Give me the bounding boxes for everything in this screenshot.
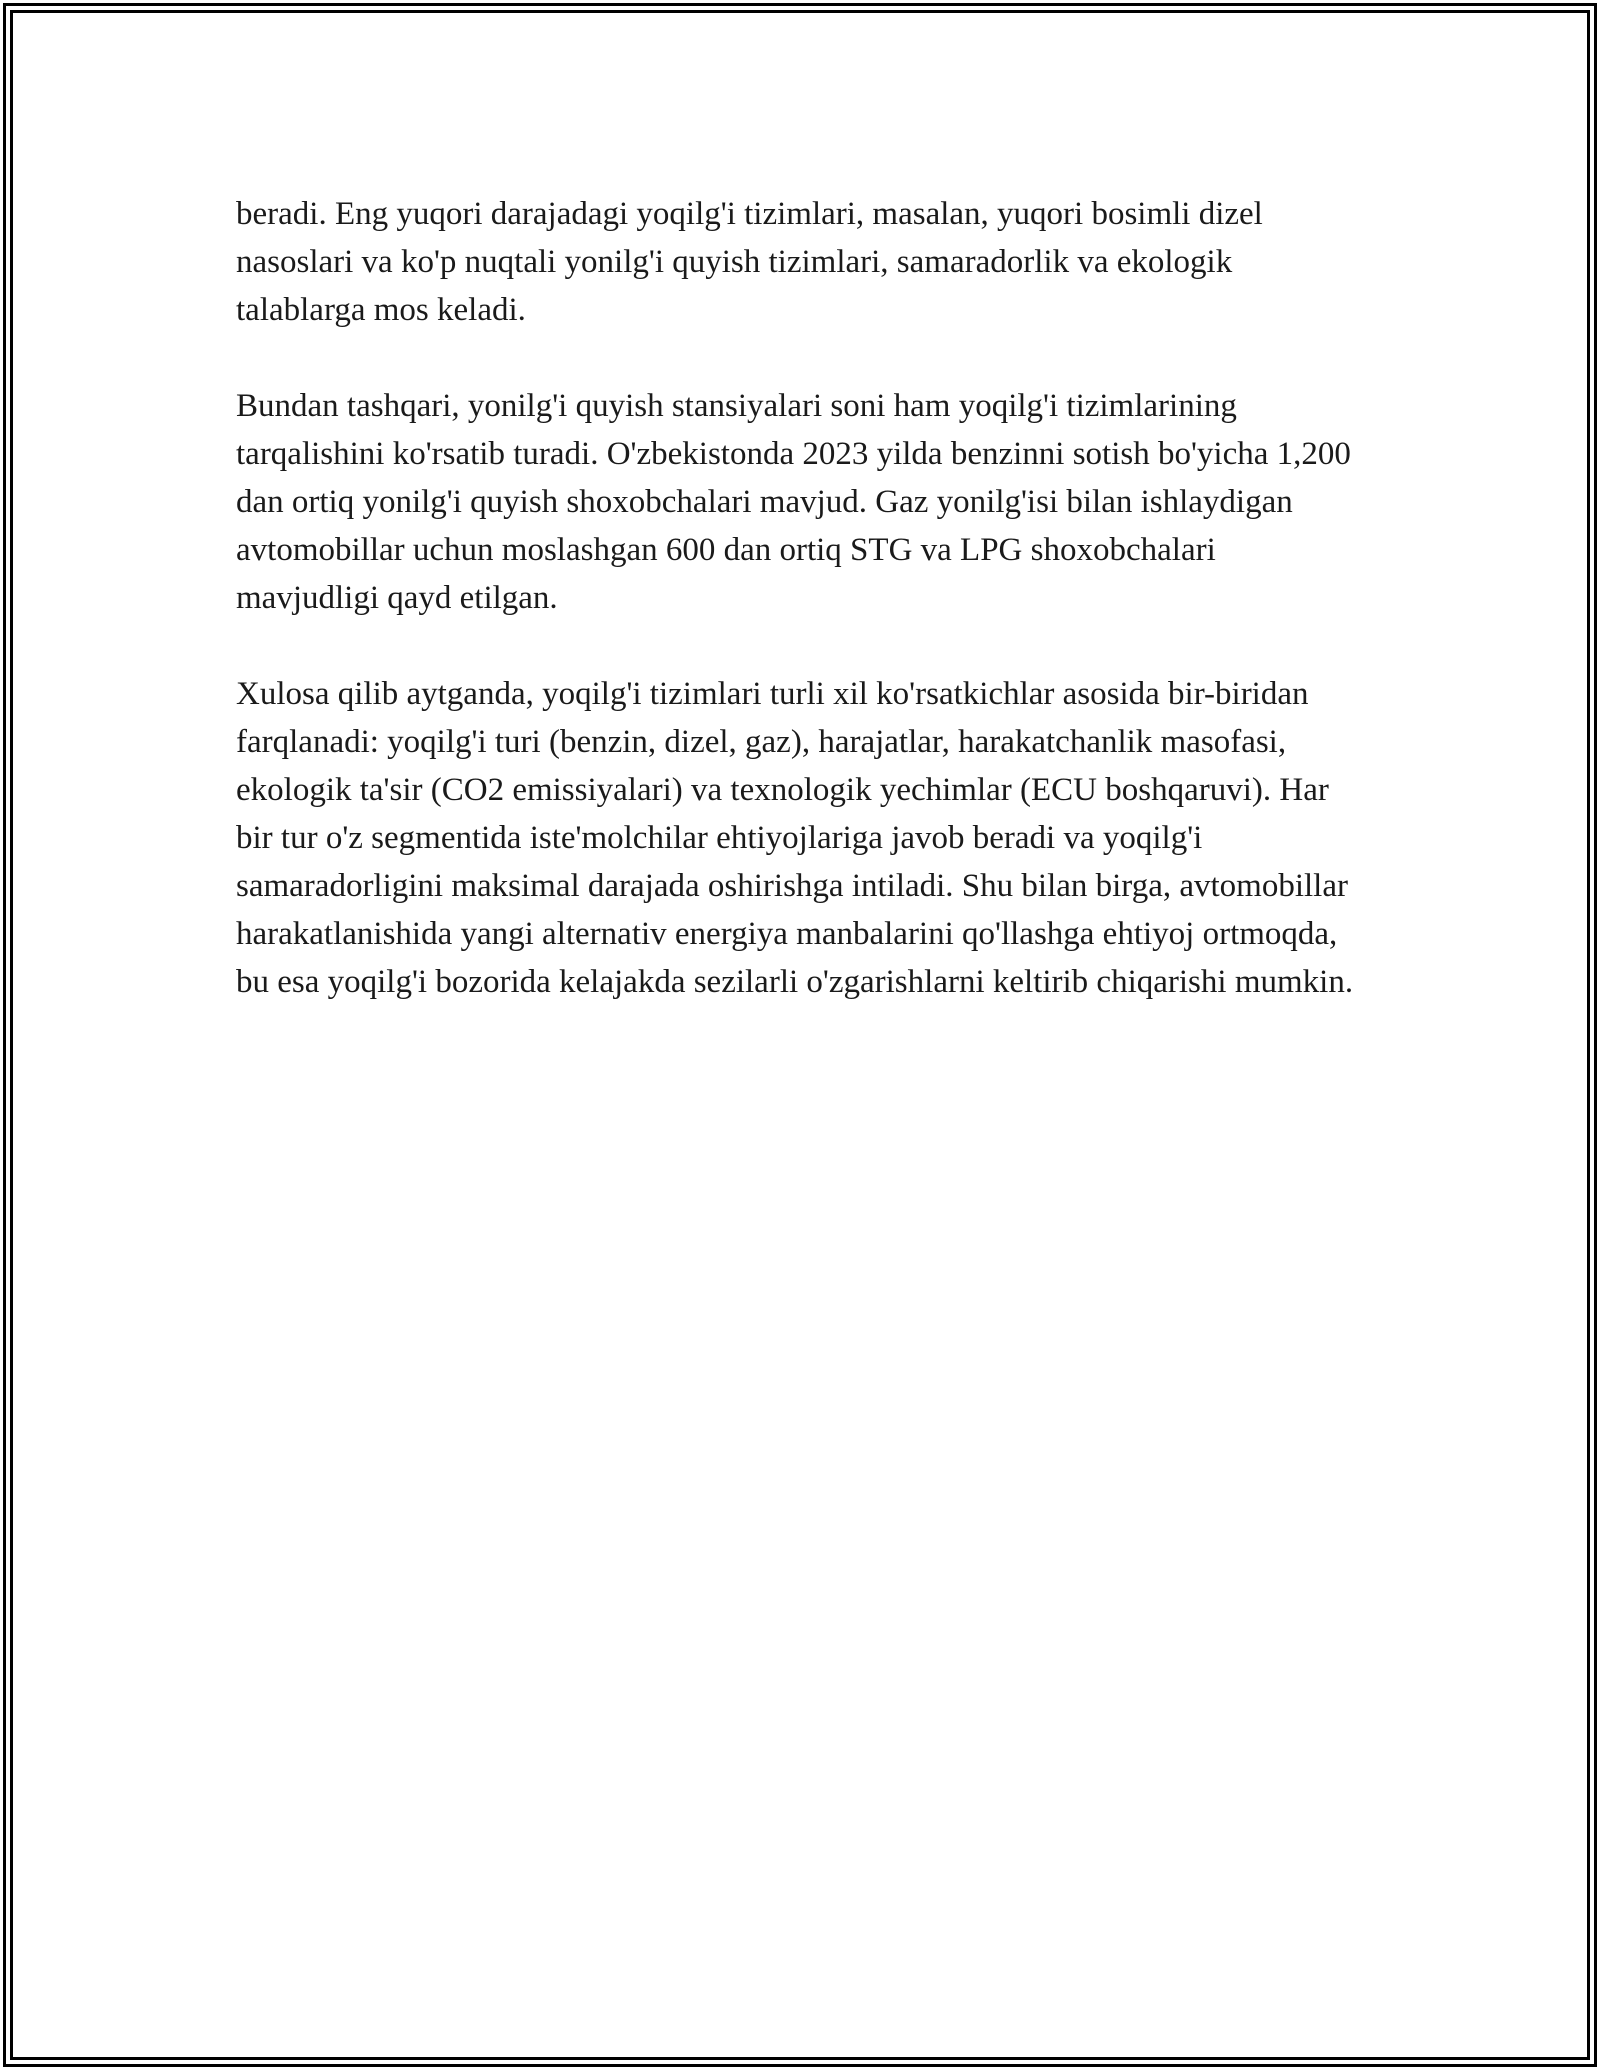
paragraph-2: Bundan tashqari, yonilg'i quyish stansiyalari soni ham yoqilg'i tizimlarining tarqalishini ko'rsatib turadi. O'zbekistonda 2023 yilda benzinni sotish bo'yicha 1,200 dan ortiq yonilg'i quyish shoxobchalari mavjud. Gaz yonilg'isi bilan ishlaydigan avtomobillar uchun moslashgan 600 dan ortiq STG va LPG shoxobchalari mavjudligi qayd etilgan. [236, 388, 1351, 616]
paragraph-1: beradi. Eng yuqori darajadagi yoqilg'i tizimlari, masalan, yuqori bosimli dizel nasoslari va ko'p nuqtali yonilg'i quyish tizimlari, samaradorlik va ekologik talablarga mos keladi. [236, 196, 1263, 328]
paragraph-3: Xulosa qilib aytganda, yoqilg'i tizimlari turli xil ko'rsatkichlar asosida bir-biridan farqlanadi: yoqilg'i turi (benzin, dizel, gaz), harajatlar, harakatchanlik masofasi, ekologik ta'sir (CO2 emissiyalari) va texnologik yechimlar (ECU boshqaruvi). Har bir tur o'z segmentida iste'molchilar ehtiyojlariga javob beradi va yoqilg'i samaradorligini maksimal darajada oshirishga intiladi. Shu bilan birga, avtomobillar harakatlanishida yangi alternativ energiya manbalarini qo'llashga ehtiyoj ortmoqda, bu esa yoqilg'i bozorida kelajakda sezilarli o'zgarishlarni keltirib chiqarishi mumkin. [236, 676, 1354, 1000]
document-body [236, 190, 1356, 1054]
